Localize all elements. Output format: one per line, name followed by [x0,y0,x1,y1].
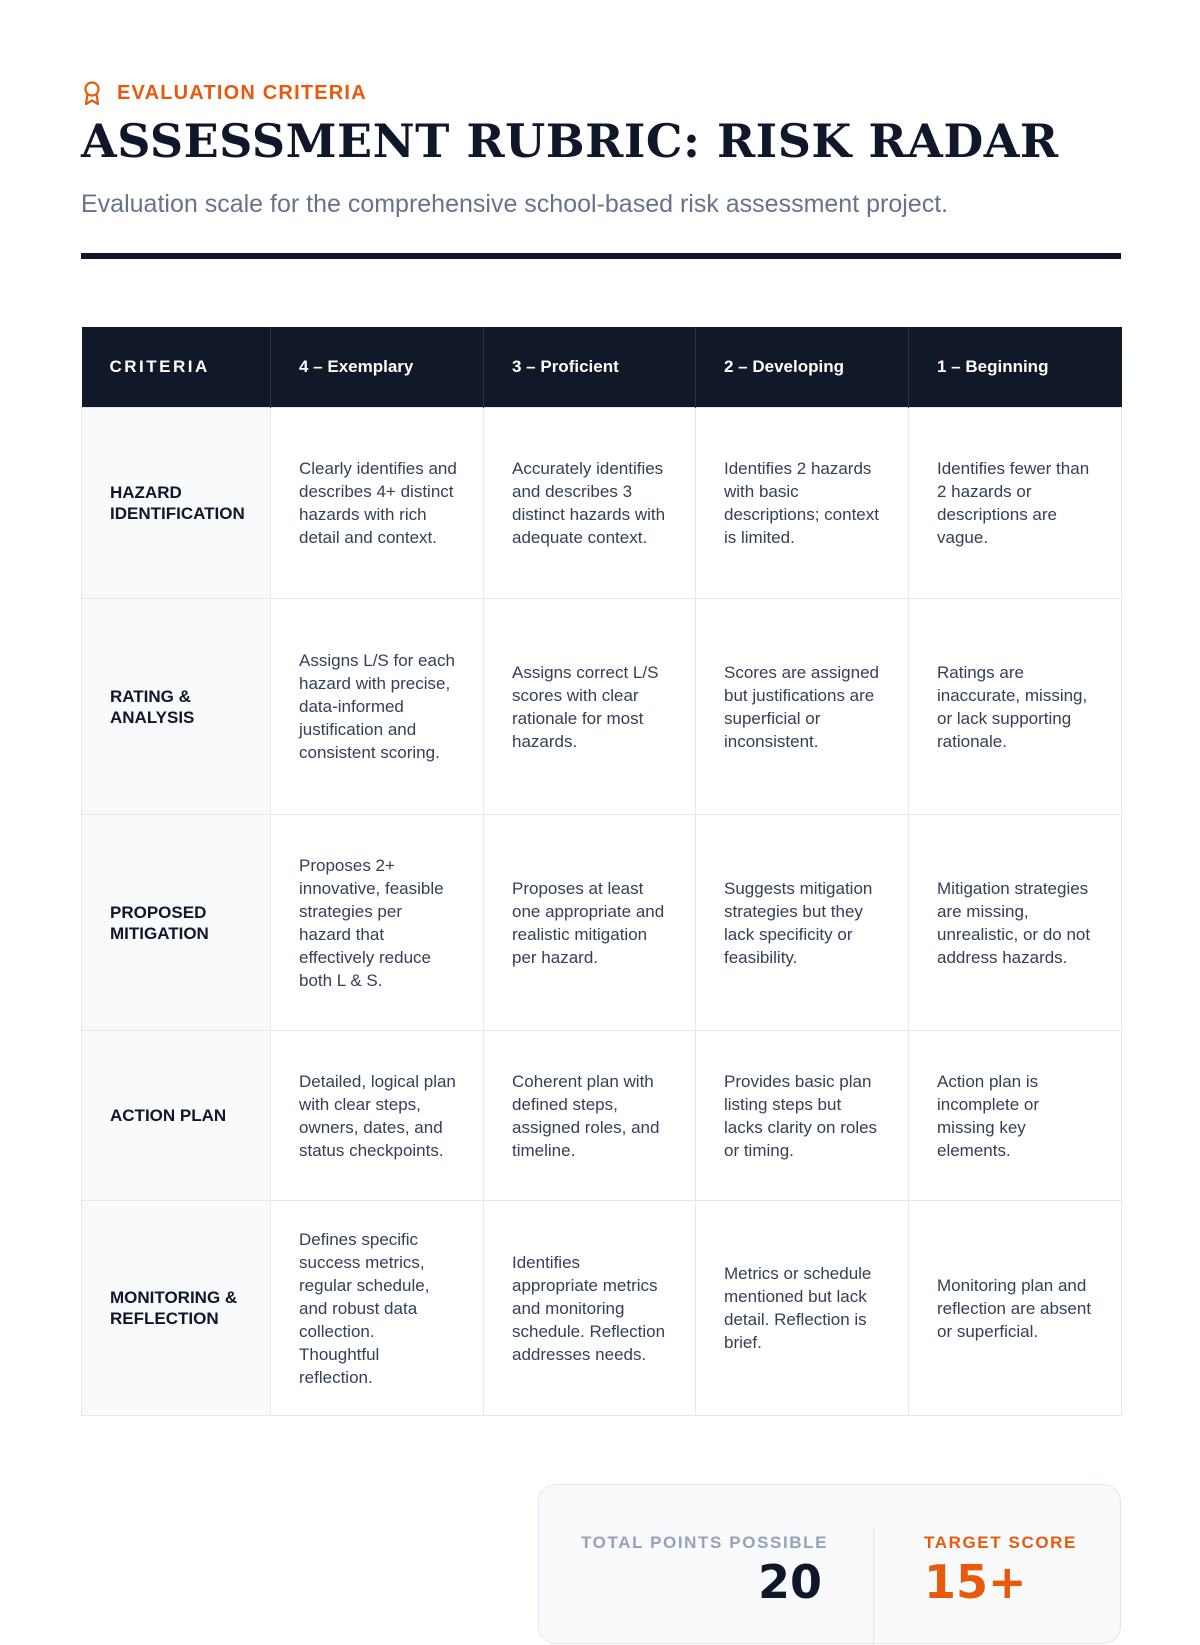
target-score-value: 15+ [924,1555,1027,1609]
score-summary-card [538,1484,1121,1644]
level-cell: Assigns correct L/S scores with clear rationale for most hazards. [484,599,696,815]
level-cell: Suggests mitigation strategies but they lack specificity or feasibility. [696,815,909,1031]
level-cell: Assigns L/S for each hazard with precise, data-informed justification and consistent scoring. [271,599,484,815]
level-cell: Coherent plan with defined steps, assigned roles, and timeline. [484,1031,696,1201]
level-cell: Proposes 2+ innovative, feasible strategies per hazard that effectively reduce both L & S. [271,815,484,1031]
table-row [82,1031,1122,1201]
eyebrow-label: EVALUATION CRITERIA [117,81,367,104]
level-cell: Provides basic plan listing steps but lacks clarity on roles or timing. [696,1031,909,1201]
column-header-beginning: 1 – Beginning [909,327,1122,408]
level-cell: Detailed, logical plan with clear steps, owners, dates, and status checkpoints. [271,1031,484,1201]
level-cell: Defines specific success metrics, regular schedule, and robust data collection. Thoughtful reflection. [271,1201,484,1416]
rubric-table [81,327,1122,1416]
level-cell: Identifies 2 hazards with basic descriptions; context is limited. [696,408,909,599]
score-divider [873,1527,874,1645]
page-subtitle: Evaluation scale for the comprehensive school-based risk assessment project. [81,190,949,218]
criteria-cell: RATING & ANALYSIS [82,599,271,815]
level-cell: Identifies appropriate metrics and monitoring schedule. Reflection addresses needs. [484,1201,696,1416]
header-divider [81,253,1121,259]
total-points-value: 20 [757,1555,822,1609]
level-cell: Scores are assigned but justifications are superficial or inconsistent. [696,599,909,815]
eyebrow [81,80,367,106]
column-header-criteria: CRITERIA [82,327,271,408]
table-row [82,599,1122,815]
level-cell: Proposes at least one appropriate and realistic mitigation per hazard. [484,815,696,1031]
level-cell: Metrics or schedule mentioned but lack detail. Reflection is brief. [696,1201,909,1416]
level-cell: Identifies fewer than 2 hazards or descriptions are vague. [909,408,1122,599]
target-score-label: TARGET SCORE [924,1533,1078,1552]
total-points-label: TOTAL POINTS POSSIBLE [581,1533,829,1552]
criteria-cell: HAZARD IDENTIFICATION [82,408,271,599]
column-header-developing: 2 – Developing [696,327,909,408]
award-ribbon-icon [81,80,103,106]
criteria-cell: PROPOSED MITIGATION [82,815,271,1031]
level-cell: Accurately identifies and describes 3 distinct hazards with adequate context. [484,408,696,599]
column-header-proficient: 3 – Proficient [484,327,696,408]
level-cell: Ratings are inaccurate, missing, or lack supporting rationale. [909,599,1122,815]
criteria-cell: MONITORING & REFLECTION [82,1201,271,1416]
criteria-cell: ACTION PLAN [82,1031,271,1201]
table-row [82,1201,1122,1416]
page-title: ASSESSMENT RUBRIC: RISK RADAR [81,114,1059,168]
column-header-exemplary: 4 – Exemplary [271,327,484,408]
table-row [82,815,1122,1031]
level-cell: Mitigation strategies are missing, unrealistic, or do not address hazards. [909,815,1122,1031]
table-header-row [82,327,1122,408]
table-row [82,408,1122,599]
level-cell: Action plan is incomplete or missing key elements. [909,1031,1122,1201]
level-cell: Monitoring plan and reflection are absent or superficial. [909,1201,1122,1416]
level-cell: Clearly identifies and describes 4+ distinct hazards with rich detail and context. [271,408,484,599]
